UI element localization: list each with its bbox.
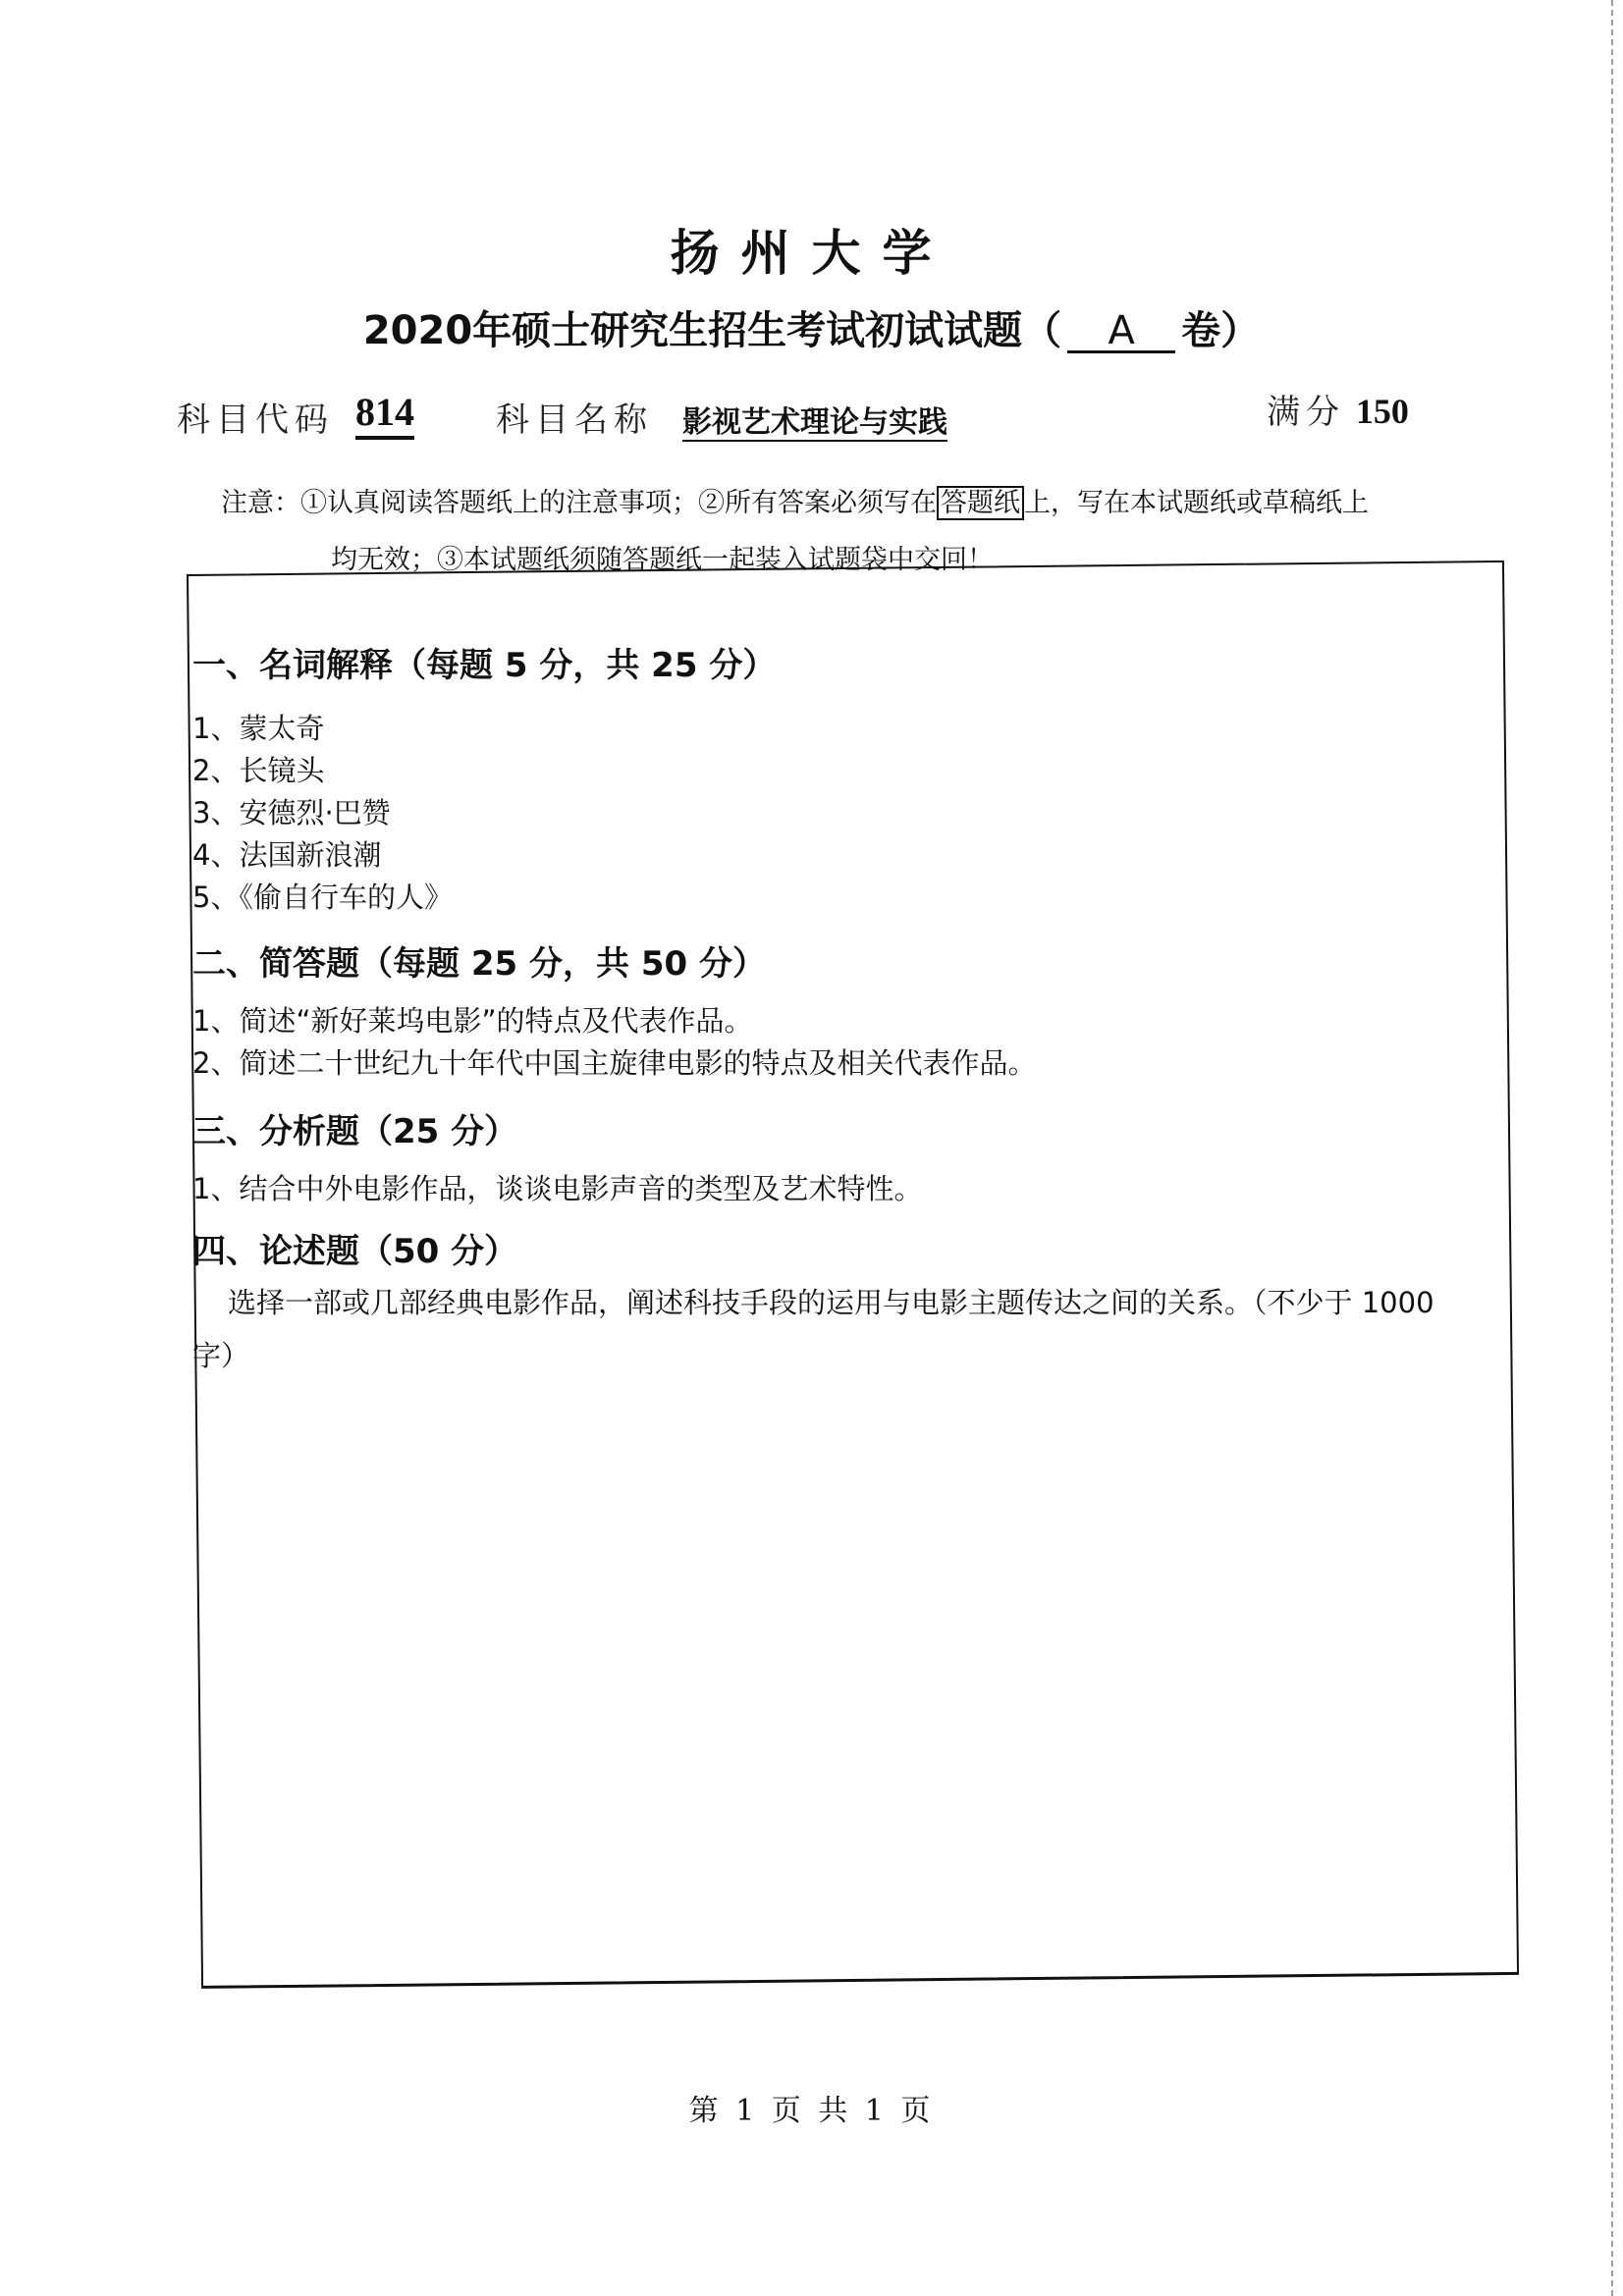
answer-sheet-boxed: 答题纸 (937, 486, 1024, 520)
section-4 (192, 1224, 1488, 1382)
university-title: 扬州大学 (670, 225, 953, 282)
list-item: 1、蒙太奇 (192, 712, 325, 745)
list-item: 1、结合中外电影作品，谈谈电影声音的类型及艺术特性。 (192, 1172, 923, 1205)
section-3 (192, 1104, 1488, 1210)
list-item: 2、简述二十世纪九十年代中国主旋律电影的特点及相关代表作品。 (192, 1046, 1037, 1080)
section-heading: 一、名词解释（每题 5 分，共 25 分） (192, 646, 777, 685)
full-score: 满分 150 (1267, 392, 1409, 432)
subject-name-label: 科目名称 (496, 400, 653, 440)
list-item: 3、安德烈·巴赞 (192, 796, 391, 829)
section-heading: 三、分析题（25 分） (192, 1112, 518, 1151)
section-2 (192, 936, 1488, 1085)
subject-code-label: 科目代码 (177, 400, 334, 440)
exam-title (0, 299, 1623, 355)
subject-name: 影视艺术理论与实践 (682, 405, 947, 440)
subject-code: 814 (355, 389, 414, 435)
page-footer: 第 1 页 共 1 页 (688, 2094, 935, 2128)
notice-line-1: 注意：①认真阅读答题纸上的注意事项；②所有答案必须写在 答题纸 上，写在本试题纸或草稿纸上 (221, 488, 1369, 518)
notice-line-2: 均无效；③本试题纸须随答题纸一起装入试题袋中交回！ (331, 545, 994, 575)
exam-title-prefix: 2020年硕士研究生招生考试初试试题（ (362, 308, 1062, 353)
question-content (192, 638, 1488, 1382)
section-heading: 四、论述题（50 分） (192, 1232, 518, 1271)
list-item: 5、《偷自行车的人》 (192, 881, 453, 914)
list-item: 4、法国新浪潮 (192, 838, 382, 872)
notice-label: 注意： (221, 488, 300, 518)
exam-title-suffix: 卷） (1181, 308, 1261, 353)
paper-version: A (1067, 311, 1175, 353)
list-item: 2、长镜头 (192, 754, 325, 787)
list-item: 1、简述“新好莱坞电影”的特点及代表作品。 (192, 1004, 753, 1038)
essay-prompt: 选择一部或几部经典电影作品，阐述科技手段的运用与电影主题传达之间的关系。（不少于 1000 字） (192, 1286, 1434, 1372)
section-heading: 二、简答题（每题 25 分，共 50 分） (192, 944, 766, 984)
section-1 (192, 638, 1488, 919)
